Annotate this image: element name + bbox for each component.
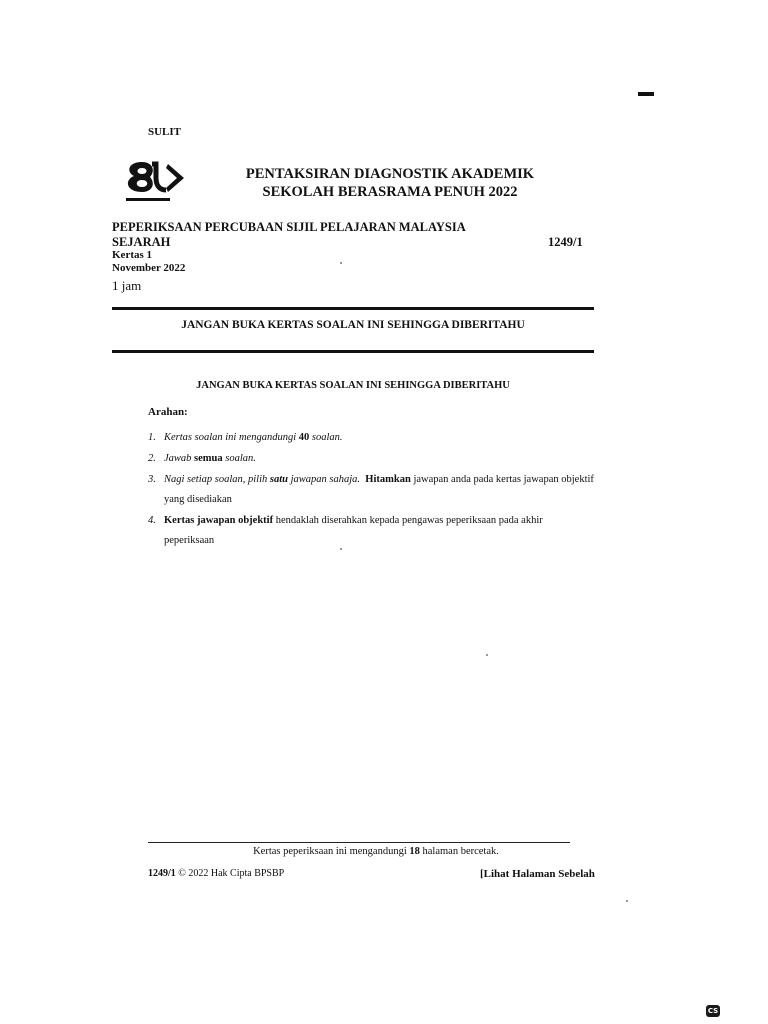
footer-copyright: 1249/1 © 2022 Hak Cipta BPSBP bbox=[148, 868, 285, 879]
paper-code: 1249/1 bbox=[548, 235, 583, 249]
next-page-note: [Lihat Halaman Sebelah bbox=[480, 868, 595, 880]
corner-mark bbox=[638, 92, 654, 96]
divider-top bbox=[112, 307, 594, 310]
instruction-item: 3. Nagi setiap soalan, pilih satu jawapan sahaja. Hitamkan jawapan anda pada kertas jawapan objektif yang disediakan bbox=[148, 470, 594, 510]
instruction-item: 4. Kertas jawapan objektif hendaklah diserahkan kepada pengawas peperiksaan pada akhir peperiksaan bbox=[148, 511, 594, 551]
warning-banner: JANGAN BUKA KERTAS SOALAN INI SEHINGGA DIBERITAHU bbox=[181, 319, 525, 331]
instructions-heading: Arahan: bbox=[148, 406, 188, 418]
scan-speck bbox=[486, 654, 488, 656]
instruction-number: 4. bbox=[148, 515, 156, 526]
instruction-number: 2. bbox=[148, 453, 156, 464]
page-count-note: Kertas peperiksaan ini mengandungi 18 halaman bercetak. bbox=[253, 846, 499, 857]
instruction-item: 2. Jawab semua soalan. bbox=[148, 449, 594, 469]
scan-speck bbox=[340, 548, 342, 550]
warning-repeat: JANGAN BUKA KERTAS SOALAN INI SEHINGGA DIBERITAHU bbox=[196, 380, 510, 391]
exam-date: November 2022 bbox=[112, 262, 186, 274]
classification-label: SULIT bbox=[148, 126, 182, 138]
exam-duration: 1 jam bbox=[112, 278, 142, 293]
sbp-logo-icon bbox=[122, 158, 188, 208]
scanner-badge-icon: CS bbox=[707, 1007, 719, 1015]
scan-speck bbox=[340, 262, 342, 264]
instruction-number: 3. bbox=[148, 474, 156, 485]
scan-speck bbox=[626, 900, 628, 902]
page-count: 18 bbox=[409, 846, 420, 857]
header-title-line-2: SEKOLAH BERASRAMA PENUH 2022 bbox=[262, 184, 518, 200]
paper-number: Kertas 1 bbox=[112, 249, 153, 261]
header-title-line-1: PENTAKSIRAN DIAGNOSTIK AKADEMIK bbox=[245, 166, 535, 182]
instruction-number: 1. bbox=[148, 432, 156, 443]
divider-bottom bbox=[112, 350, 594, 353]
footer-divider bbox=[148, 842, 570, 843]
instructions-list bbox=[148, 428, 594, 552]
exam-subject: SEJARAH bbox=[112, 235, 171, 249]
exam-name: PEPERIKSAAN PERCUBAAN SIJIL PELAJARAN MALAYSIA bbox=[112, 220, 466, 234]
instruction-item: 1. Kertas soalan ini mengandungi 40 soalan. bbox=[148, 428, 594, 448]
